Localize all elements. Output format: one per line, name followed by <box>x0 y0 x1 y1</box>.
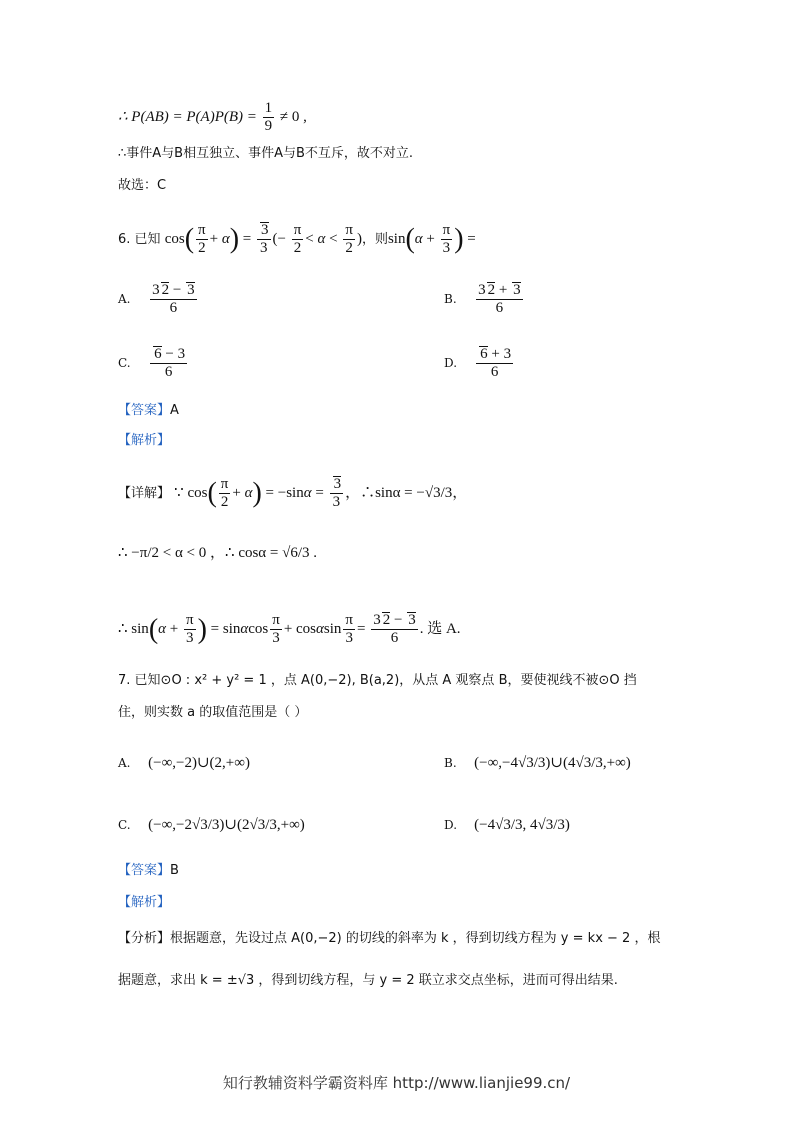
frac-den: 6 <box>150 299 196 317</box>
prob-ne-zero: ≠ 0 , <box>279 109 307 126</box>
q7-text-1: 已知⊙O : x² + y² = 1 ，点 A(0,−2), B(a,2)，从点 A 观察点 B，要使视线不被⊙O 挡 <box>134 673 637 688</box>
q6-option-c[interactable] <box>118 346 189 382</box>
answer-value: A <box>170 403 179 418</box>
prob-equation: ∴ P(AB) = P(A)P(B) = <box>118 109 257 126</box>
q6-detail-3: ∴ sin(α + $\frac{\pi}{3}$ ) = sinαcos $\frac{\pi}{3}$ + cosαsin $\frac{\pi}{3}$ = $\frac{3 2 - 3}{6}$ . 选 A. <box>118 612 461 647</box>
answer-tag: 【答案】 <box>118 863 171 878</box>
q6-detail-2: ∴ −π/2 < α < 0 ，∴ cosα = √6/3 . <box>118 545 318 561</box>
q7-analysis-tag <box>118 896 170 909</box>
q6-stem <box>118 222 476 258</box>
option-fraction: $\frac{3 2 + 3}{6}$ <box>478 282 521 317</box>
option-label: B. <box>444 292 457 307</box>
q7-stem-1 <box>118 674 637 687</box>
q6-analysis-tag <box>118 434 170 447</box>
q6-number: 6. <box>118 232 131 248</box>
q7-answer <box>118 864 179 877</box>
frac-den: 9 <box>264 118 273 135</box>
q7-number: 7. <box>118 673 131 688</box>
q6-given: cos( $\frac{\pi}{2}$ + α) = $\frac{3}{3}$ (− $\frac{\pi}{2}$ < α < $\frac{\pi}{2}$ ) <box>164 222 362 257</box>
frac-den: 6 <box>150 363 187 381</box>
choose-c-line: 故选：C <box>118 178 167 193</box>
fraction-one-ninth <box>263 100 275 136</box>
frac-den: 6 <box>476 363 513 381</box>
q7-option-d[interactable] <box>444 818 570 833</box>
q7-option-a[interactable] <box>118 756 250 771</box>
q6-option-b[interactable] <box>444 282 525 318</box>
fenxi-text-1: 根据题意，先设过点 A(0,−2) 的切线的斜率为 k ，得到切线方程为 y = kx − 2 ，根 <box>170 931 661 946</box>
q7-stem-2: 住，则实数 a 的取值范围是（ ） <box>118 705 308 720</box>
option-fraction: $\frac{6 + 3}{6}$ <box>476 346 513 382</box>
q7-option-b[interactable] <box>444 756 631 771</box>
fenxi-tag: 【分析】 <box>118 931 171 946</box>
option-fraction: $\frac{6 - 3}{6}$ <box>150 346 187 382</box>
answer-tag: 【答案】 <box>118 403 171 418</box>
q6-find: sin(α + $\frac{\pi}{3}$ ) = <box>387 222 476 257</box>
analysis-tag: 【解析】 <box>118 895 171 910</box>
step1-suffix: ，∴sinα = −√3/3， <box>345 485 468 502</box>
proof-line-2: ∴事件A与B相互独立、事件A与B不互斥，故不对立. <box>118 146 414 161</box>
option-label: C. <box>118 818 131 832</box>
option-text: (−4√3/3, 4√3/3) <box>474 817 570 833</box>
q7-fenxi-2: 据题意，求出 k = ±√3 ，得到切线方程，与 y = 2 联立求交点坐标，进而可得出结果. <box>118 973 618 988</box>
q6-option-d[interactable] <box>444 346 515 382</box>
q6-answer <box>118 404 179 417</box>
q7-fenxi-1 <box>118 932 660 945</box>
option-text: (−∞,−4√3/3)∪(4√3/3,+∞) <box>474 755 631 771</box>
q6-detail-1: 【详解】 ∵ cos( $\frac{\pi}{2}$ + α) = −sinα = $\frac{3}{3}$ ，∴sinα = −√3/3， <box>118 476 468 511</box>
option-text: (−∞,−2)∪(2,+∞) <box>148 755 250 771</box>
option-label: C. <box>118 356 131 371</box>
option-text: (−∞,−2√3/3)∪(2√3/3,+∞) <box>148 817 305 833</box>
answer-value: B <box>170 863 179 878</box>
option-label: A. <box>118 756 131 770</box>
step3-suffix: . 选 A. <box>419 621 461 638</box>
detail-tag: 【详解】 <box>118 486 171 502</box>
q7-option-c[interactable] <box>118 818 305 833</box>
frac-den: 6 <box>476 299 522 317</box>
q6-option-a[interactable] <box>118 282 199 318</box>
analysis-tag: 【解析】 <box>118 433 171 448</box>
footer-watermark: 知行教辅资料学霸资料库 http://www.lianjie99.cn/ <box>222 1074 571 1092</box>
option-fraction: $\frac{3 2 - 3}{6}$ <box>152 282 195 317</box>
option-label: B. <box>444 756 457 770</box>
option-label: D. <box>444 356 458 371</box>
frac-num: 1 <box>264 100 273 116</box>
q6-then: ，则 <box>361 232 388 248</box>
option-label: A. <box>118 292 131 307</box>
q6-prefix: 已知 <box>134 232 161 248</box>
proof-line-1 <box>118 100 307 136</box>
option-label: D. <box>444 818 458 832</box>
